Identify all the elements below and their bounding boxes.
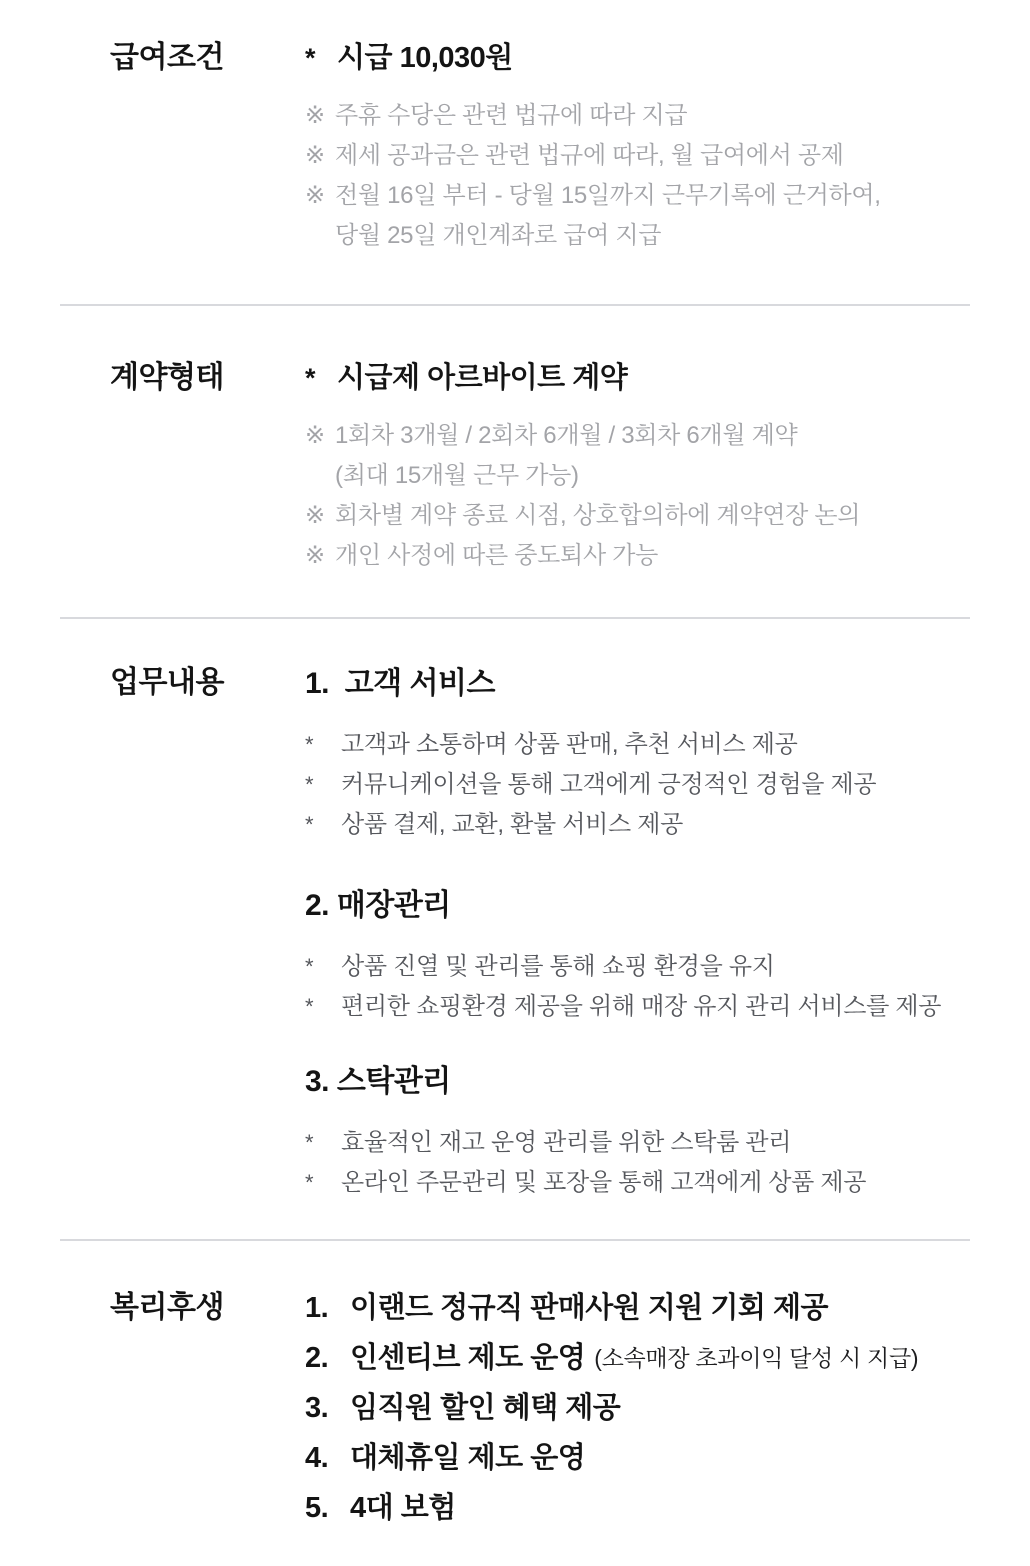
salary-note-text: 제세 공과금은 관련 법규에 따라, 월 급여에서 공제 [335,142,844,169]
benefit-item [305,1283,975,1333]
section-duties [0,619,1030,1239]
contract-note-continuation: (최대 15개월 근무 가능) [335,462,579,489]
benefit-item [305,1383,975,1433]
duty-group-stock-management [305,1063,975,1203]
salary-note [305,136,975,176]
contract-notes [305,416,975,576]
duty-item-text: 효율적인 재고 운영 관리를 위한 스탁룸 관리 [341,1129,792,1156]
duty-group-title: 3. 스탁관리 [305,1065,451,1098]
section-salary-label-col [110,40,305,76]
duty-item-text: 상품 결제, 교환, 환불 서비스 제공 [341,811,684,838]
benefit-item [305,1483,975,1533]
benefit-text: 대체휴일 제도 운영 [350,1442,586,1474]
asterisk-bullet: * [305,43,316,73]
duty-group-store-management [305,887,975,1027]
contract-note [305,416,975,456]
duty-item-text: 편리한 쇼핑환경 제공을 위해 매장 유지 관리 서비스를 제공 [341,993,942,1020]
benefit-text: 4대 보험 [350,1492,456,1524]
asterisk-bullet: * [305,954,314,979]
section-duties-label-col [110,665,305,701]
section-contract [0,306,1030,617]
section-benefits-label-col [110,1283,305,1326]
benefit-number: 4. [305,1442,329,1474]
section-contract-content [305,360,975,576]
asterisk-bullet: * [305,1170,314,1195]
section-salary-content [305,40,975,256]
benefit-item [305,1433,975,1483]
salary-notes [305,96,975,256]
salary-note-text: 전월 16일 부터 - 당월 15일까지 근무기록에 근거하여, [335,182,881,209]
asterisk-bullet: * [305,812,314,837]
salary-note [305,96,975,136]
salary-main-line [305,40,975,76]
contract-main-line [305,360,975,396]
duty-group-title: 1. 고객 서비스 [305,667,495,700]
benefit-suffix-note: (소속매장 초과이익 달성 시 지급) [594,1345,919,1371]
reference-mark: ※ [305,142,325,169]
duty-item [305,947,975,987]
reference-mark: ※ [305,102,325,129]
section-title-benefits: 복리후생 [110,1291,224,1324]
duty-item-text: 상품 진열 및 관리를 통해 쇼핑 환경을 유지 [341,953,775,980]
salary-note-text: 주휴 수당은 관련 법규에 따라 지급 [335,102,688,129]
duty-group-title: 2. 매장관리 [305,889,451,922]
duty-items [305,1123,975,1203]
duty-item [305,765,975,805]
section-benefits [0,1241,1030,1559]
asterisk-bullet: * [305,1130,314,1155]
duty-items [305,725,975,845]
benefit-text: 인센티브 제도 운영 [350,1342,586,1374]
contract-note [305,536,975,576]
benefit-number: 1. [305,1292,329,1324]
duty-item [305,805,975,845]
contract-note-text: 회차별 계약 종료 시점, 상호합의하에 계약연장 논의 [335,502,861,529]
asterisk-bullet: * [305,732,314,757]
section-salary [0,0,1030,304]
duty-group-customer-service [305,665,975,845]
contract-note-text: 1회차 3개월 / 2회차 6개월 / 3회차 6개월 계약 [335,422,798,449]
benefit-number: 3. [305,1392,329,1424]
contract-note [305,496,975,536]
duty-item-text: 고객과 소통하며 상품 판매, 추천 서비스 제공 [341,731,798,758]
salary-amount-text: 시급 10,030원 [337,42,513,74]
duty-item [305,987,975,1027]
duty-item [305,1123,975,1163]
reference-mark: ※ [305,422,325,449]
duty-item [305,725,975,765]
reference-mark: ※ [305,542,325,569]
duty-items [305,947,975,1027]
section-duties-content [305,665,975,1203]
duty-item [305,1163,975,1203]
contract-note-text: 개인 사정에 따른 중도퇴사 가능 [335,542,658,569]
asterisk-bullet: * [305,994,314,1019]
salary-note-continuation: 당월 25일 개인계좌로 급여 지급 [335,222,662,249]
benefit-text: 이랜드 정규직 판매사원 지원 기회 제공 [350,1292,829,1324]
benefit-text: 임직원 할인 혜택 제공 [350,1392,621,1424]
duty-item-text: 커뮤니케이션을 통해 고객에게 긍정적인 경험을 제공 [341,771,877,798]
benefit-number: 5. [305,1492,329,1524]
section-title-contract: 계약형태 [110,361,224,394]
section-title-duties: 업무내용 [110,666,224,699]
salary-note [305,176,975,216]
reference-mark: ※ [305,182,325,209]
section-benefits-content [305,1283,975,1533]
section-contract-label-col [110,360,305,396]
asterisk-bullet: * [305,363,316,393]
benefit-number: 2. [305,1342,329,1374]
contract-type-text: 시급제 아르바이트 계약 [337,362,628,394]
section-title-salary: 급여조건 [110,41,224,74]
asterisk-bullet: * [305,772,314,797]
benefit-item [305,1333,975,1383]
reference-mark: ※ [305,502,325,529]
duty-item-text: 온라인 주문관리 및 포장을 통해 고객에게 상품 제공 [341,1169,867,1196]
